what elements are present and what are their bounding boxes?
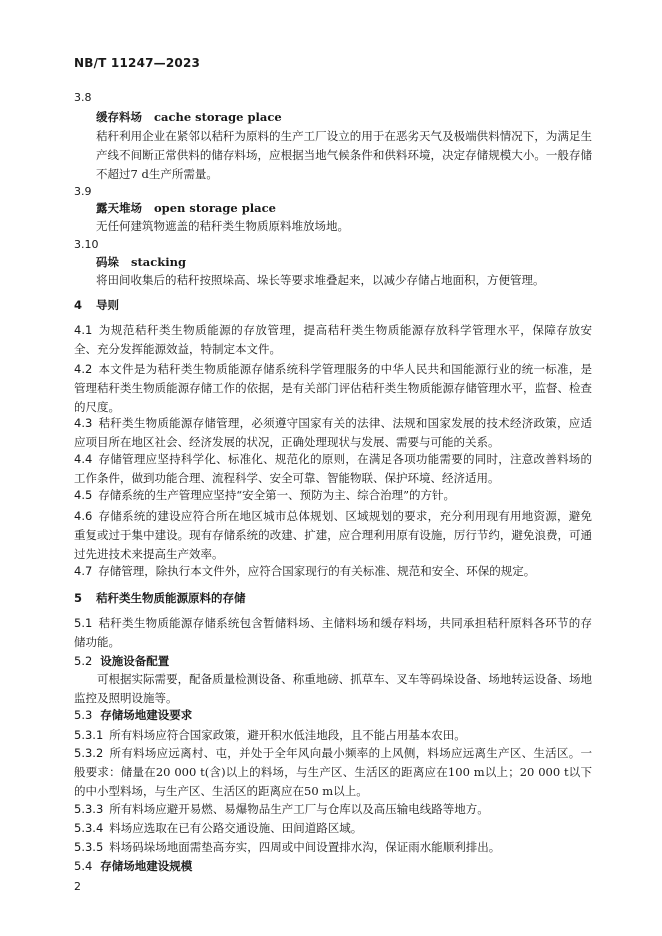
clause-number: 5.1 [74, 616, 93, 630]
clause [74, 819, 592, 838]
clause [74, 562, 592, 581]
clause-text: 为规范秸秆类生物质能源的存放管理，提高秸秆类生物质能源存放科学管理水平，保障存放安全、充分发挥能源效益，特制定本文件。 [74, 323, 592, 356]
section-number: 4 [74, 298, 83, 312]
clause [74, 414, 592, 452]
clause-text: 所有料场应避开易燃、易爆物品生产工厂与仓库以及高压输电线路等地方。 [109, 802, 489, 816]
clause-text: 存储管理应坚持科学化、标准化、规范化的原则，在满足各项功能需要的同时，注意改善料场的工作条件，做到功能合理、流程科学、安全可靠、智能物联、保护环境、经济适用。 [74, 452, 592, 485]
term-cn: 露天堆场 [96, 201, 142, 215]
term-number: 3.8 [74, 91, 92, 104]
clause-text: 所有料场应符合国家政策，避开积水低洼地段，且不能占用基本农田。 [109, 728, 466, 742]
subsection-heading [74, 857, 192, 876]
subsection-number: 5.2 [74, 654, 93, 668]
term-definition: 无任何建筑物遮盖的秸秆类生物质原料堆放场地。 [96, 219, 349, 233]
clause [74, 838, 592, 857]
term-heading [96, 108, 282, 127]
clause-number: 4.5 [74, 488, 93, 502]
page-number: 2 [74, 880, 81, 893]
subsection-title: 设施设备配置 [100, 654, 170, 668]
clause [74, 614, 592, 652]
clause-number: 4.6 [74, 509, 93, 523]
section-heading [74, 296, 119, 315]
section-title: 导则 [96, 298, 119, 312]
clause-text: 存储管理，除执行本文件外，应符合国家现行的有关标准、规范和安全、环保的规定。 [98, 564, 536, 578]
clause-number: 4.2 [74, 362, 93, 376]
term-heading [96, 199, 276, 218]
clause-number: 5.3.5 [74, 840, 104, 854]
term-heading [96, 253, 186, 272]
clause-text: 料场码垛场地面需垫高夯实，四周或中间设置排水沟，保证雨水能顺利排出。 [109, 840, 501, 854]
clause-number: 4.7 [74, 564, 93, 578]
clause-number: 5.3.3 [74, 802, 104, 816]
subsection-heading [74, 706, 192, 725]
clause [74, 450, 592, 488]
term-number: 3.9 [74, 185, 92, 198]
clause-number: 4.3 [74, 416, 93, 430]
clause-text: 本文件是为秸秆类生物质能源存储系统科学管理服务的中华人民共和国能源行业的统一标准，是管理秸秆类生物质能源存储工作的依据，是有关部门评估秸秆类生物质能源存储管理水平，监督、检查的尺度。 [74, 362, 592, 414]
term-number: 3.10 [74, 238, 99, 251]
clause [74, 360, 592, 417]
clause-text: 存储系统的生产管理应坚持“安全第一、预防为主、综合治理”的方针。 [98, 488, 456, 502]
clause-text: 存储系统的建设应符合所在地区城市总体规划、区域规划的要求，充分利用现有用地资源，避免重复或过于集中建设。现有存储系统的改建、扩建，应合理利用原有设施，厉行节约，避免浪费，可通过先进技术来提高生产效率。 [74, 509, 592, 561]
clause-text: 所有料场应远离村、屯，并处于全年风向最小频率的上风侧，料场应远离生产区、生活区。一般要求：储量在20 000 t(含)以上的料场，与生产区、生活区的距离应在100 m以上；20 000 t以下的中小型料场，与生产区、生活区的距离应在50 m以上。 [74, 746, 592, 798]
subsection-number: 5.3 [74, 708, 93, 722]
term-definition: 将田间收集后的秸秆按照垛高、垛长等要求堆叠起来，以减少存储占地面积，方便管理。 [96, 273, 545, 287]
standard-number-header: NB/T 11247—2023 [74, 56, 201, 70]
term-en: cache storage place [154, 110, 282, 124]
clause-number: 4.4 [74, 452, 93, 466]
clause [74, 507, 592, 564]
term-en: open storage place [154, 201, 276, 215]
subsection-title: 存储场地建设规模 [100, 859, 193, 873]
subsection-heading [74, 652, 169, 671]
term-definition: 秸秆利用企业在紧邻以秸秆为原料的生产工厂设立的用于在恶劣天气及极端供料情况下，为满足生产线不间断正常供料的储存料场，应根据当地气候条件和供料环境，决定存储规模大小。一般存储不超过7 d生产所需量。 [96, 129, 592, 181]
clause [74, 321, 592, 359]
term-en: stacking [131, 255, 186, 269]
term-cn: 缓存料场 [96, 110, 142, 124]
clause-number: 5.3.2 [74, 746, 104, 760]
clause [74, 800, 592, 819]
clause-number: 5.3.1 [74, 728, 104, 742]
clause-text: 秸秆类生物质能源存储系统包含暂储料场、主储料场和缓存料场，共同承担秸秆原料各环节的存储功能。 [74, 616, 592, 649]
clause [74, 486, 592, 505]
clause-number: 5.3.4 [74, 821, 104, 835]
paragraph: 可根据实际需要，配备质量检测设备、称重地磅、抓草车、叉车等码垛设备、场地转运设备、场地监控及照明设施等。 [74, 672, 592, 705]
clause [74, 726, 592, 745]
subsection-title: 存储场地建设要求 [100, 708, 193, 722]
clause-text: 料场应选取在已有公路交通设施、田间道路区域。 [109, 821, 363, 835]
clause-text: 秸秆类生物质能源存储管理，必须遵守国家有关的法律、法规和国家发展的技术经济政策，应适应项目所在地区社会、经济发展的状况，正确处理现状与发展、需要与可能的关系。 [74, 416, 592, 449]
subsection-number: 5.4 [74, 859, 93, 873]
section-title: 秸秆类生物质能源原料的存储 [96, 591, 246, 605]
clause [74, 744, 592, 801]
section-number: 5 [74, 591, 83, 605]
term-cn: 码垛 [96, 255, 119, 269]
section-heading [74, 589, 246, 608]
clause-number: 4.1 [74, 323, 93, 337]
